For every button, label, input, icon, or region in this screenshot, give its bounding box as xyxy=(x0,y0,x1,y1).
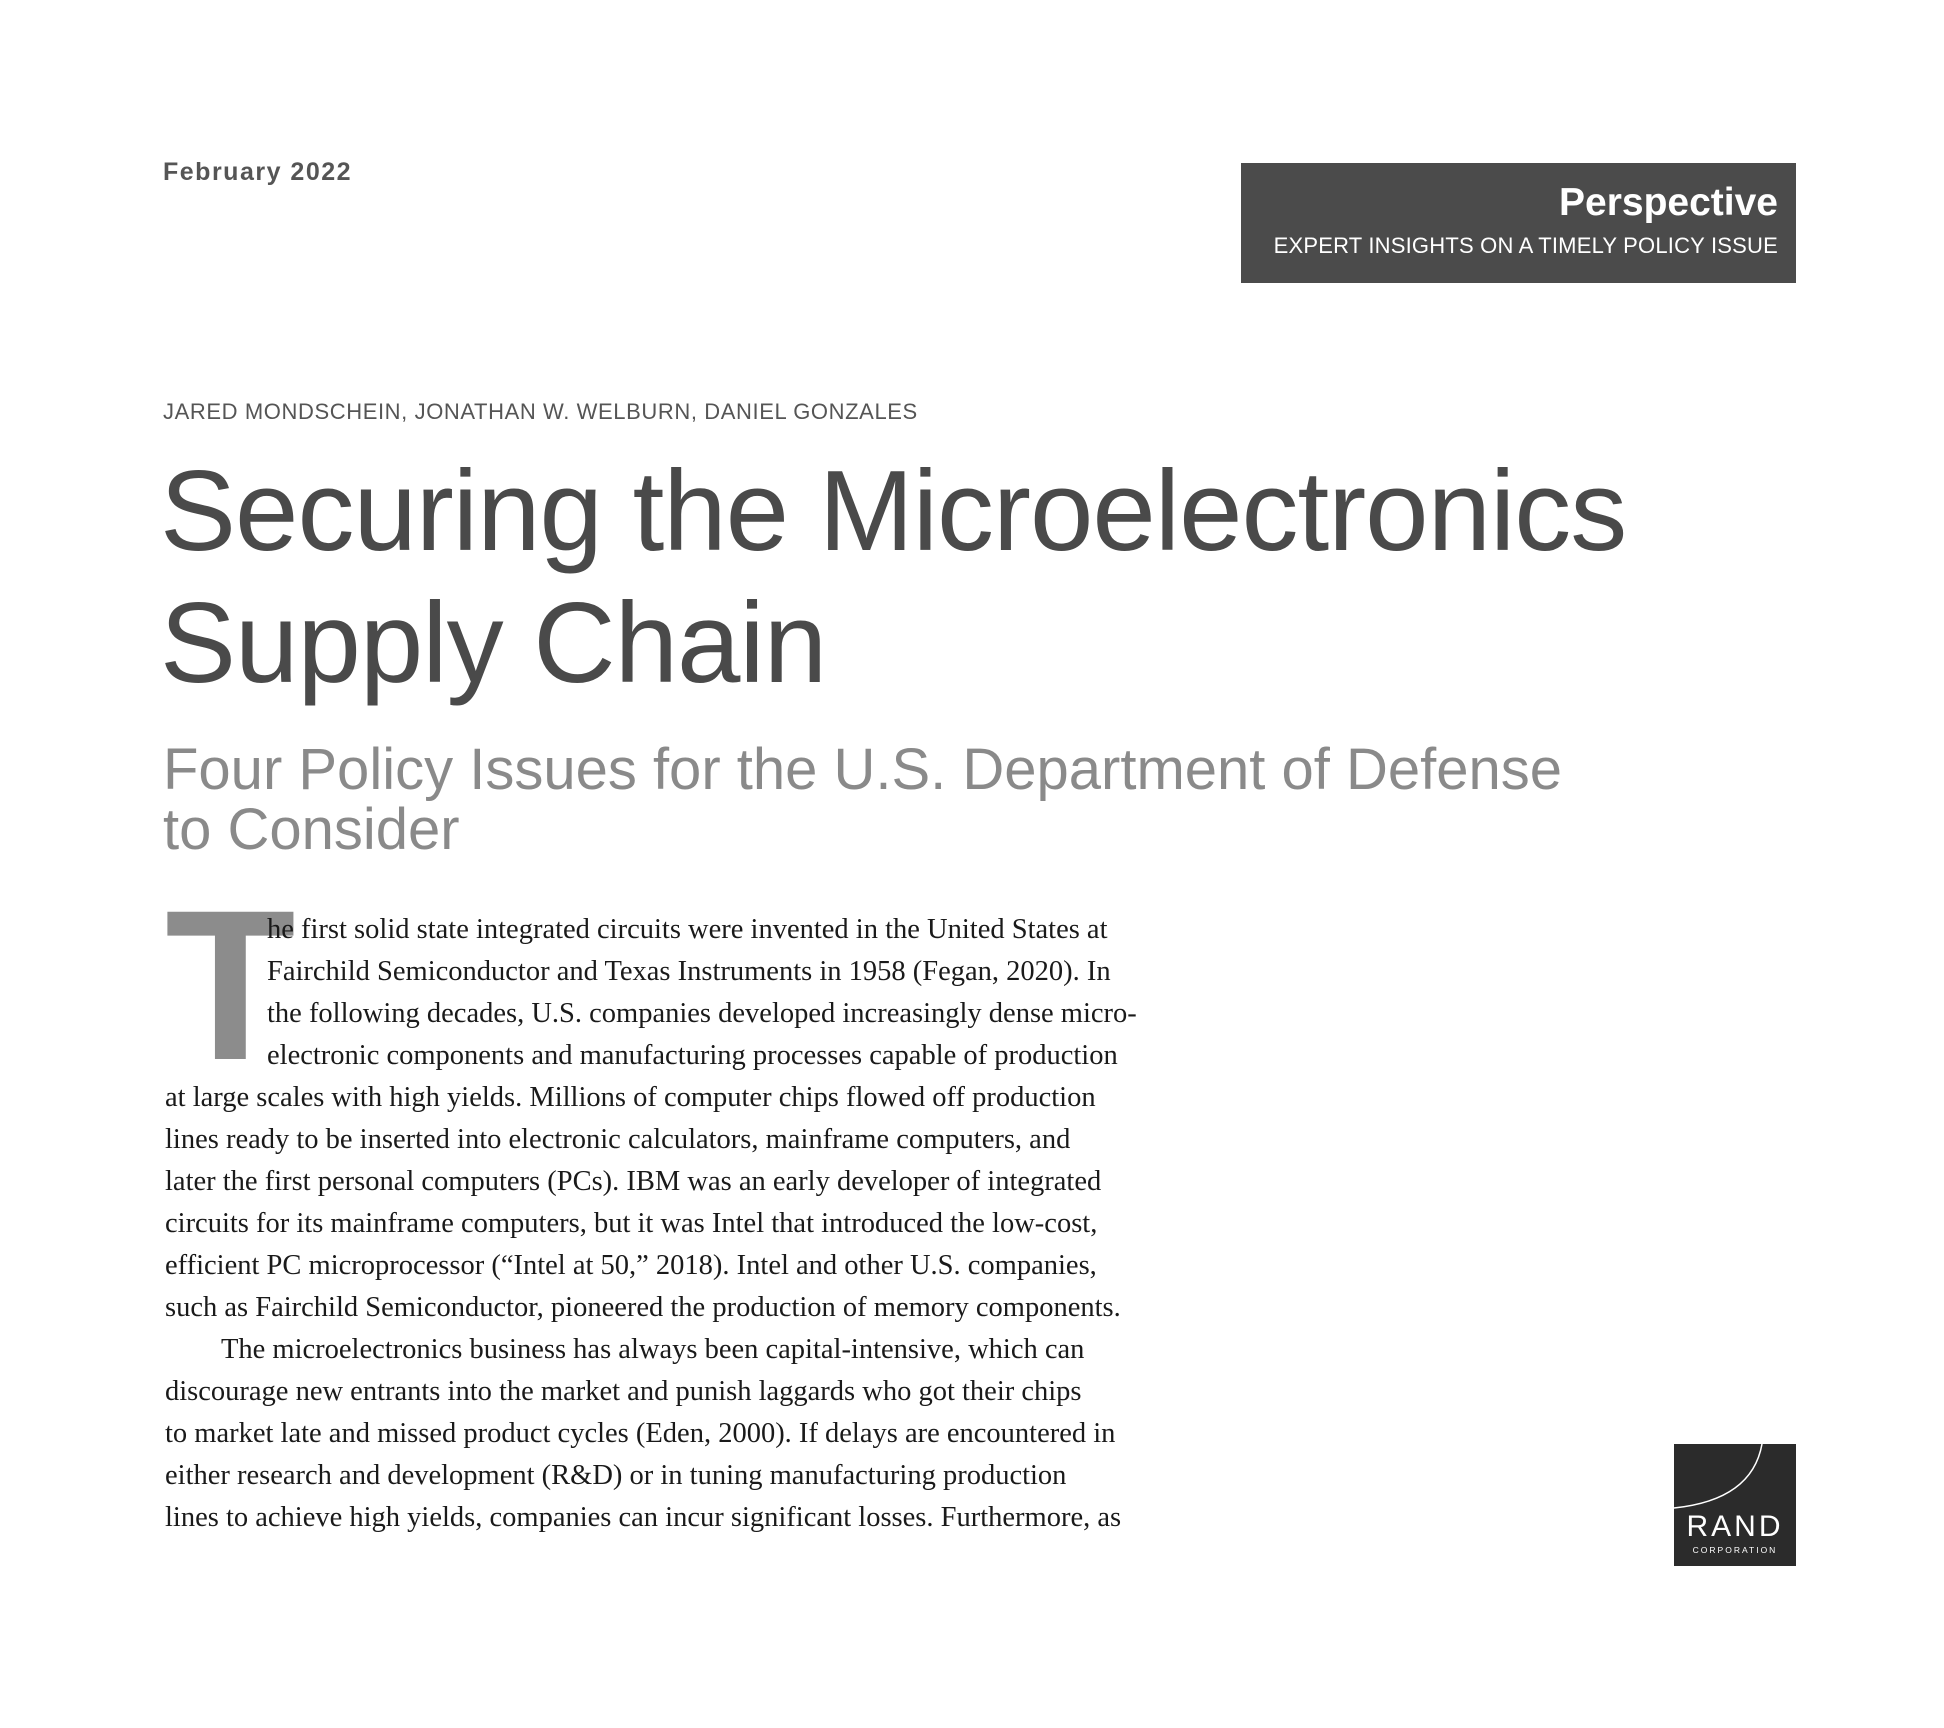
publication-date: February 2022 xyxy=(163,158,353,186)
body-line: he first solid state integrated circuits were invented in the United States at xyxy=(267,914,1108,945)
logo-wordmark: RAND xyxy=(1686,1510,1784,1543)
rand-logo xyxy=(1674,1444,1796,1566)
body-line: efficient PC microprocessor (“Intel at 50,” 2018). Intel and other U.S. companies, xyxy=(165,1250,1097,1281)
body-line: lines ready to be inserted into electronic calculators, mainframe computers, and xyxy=(165,1124,1071,1155)
body-line: the following decades, U.S. companies developed increasingly dense micro- xyxy=(267,998,1137,1029)
title-line-1: Securing the Microelectronics xyxy=(160,448,1627,575)
title-line-2: Supply Chain xyxy=(160,580,827,707)
document-subtitle xyxy=(163,737,1763,862)
logo-subtext: CORPORATION xyxy=(1692,1545,1778,1555)
body-line: discourage new entrants into the market and punish laggards who got their chips xyxy=(165,1376,1082,1407)
body-line: circuits for its mainframe computers, but it was Intel that introduced the low-cost, xyxy=(165,1208,1098,1239)
author-list: JARED MONDSCHEIN, JONATHAN W. WELBURN, DANIEL GONZALES xyxy=(163,399,918,424)
body-line: later the first personal computers (PCs). IBM was an early developer of integrated xyxy=(165,1166,1102,1197)
subtitle-line-1: Four Policy Issues for the U.S. Department of Defense xyxy=(163,737,1563,802)
body-line: The microelectronics business has always been capital-intensive, which can xyxy=(221,1334,1085,1365)
body-line: electronic components and manufacturing processes capable of production xyxy=(267,1040,1118,1071)
series-banner xyxy=(1241,163,1796,283)
body-line: at large scales with high yields. Millions of computer chips flowed off production xyxy=(165,1082,1096,1113)
body-line: either research and development (R&D) or in tuning manufacturing production xyxy=(165,1460,1067,1491)
body-line: lines to achieve high yields, companies can incur significant losses. Furthermore, as xyxy=(165,1502,1122,1533)
body-text xyxy=(165,909,1265,1539)
drop-cap: T xyxy=(165,866,296,1105)
body-line: Fairchild Semiconductor and Texas Instruments in 1958 (Fegan, 2020). In xyxy=(267,956,1111,987)
subtitle-line-2: to Consider xyxy=(163,797,460,862)
body-line: to market late and missed product cycles (Eden, 2000). If delays are encountered in xyxy=(165,1418,1116,1449)
body-line: such as Fairchild Semiconductor, pioneered the production of memory components. xyxy=(165,1292,1121,1323)
series-tagline: EXPERT INSIGHTS ON A TIMELY POLICY ISSUE xyxy=(1273,233,1778,258)
series-name: Perspective xyxy=(1559,181,1778,224)
document-title xyxy=(160,446,1760,710)
